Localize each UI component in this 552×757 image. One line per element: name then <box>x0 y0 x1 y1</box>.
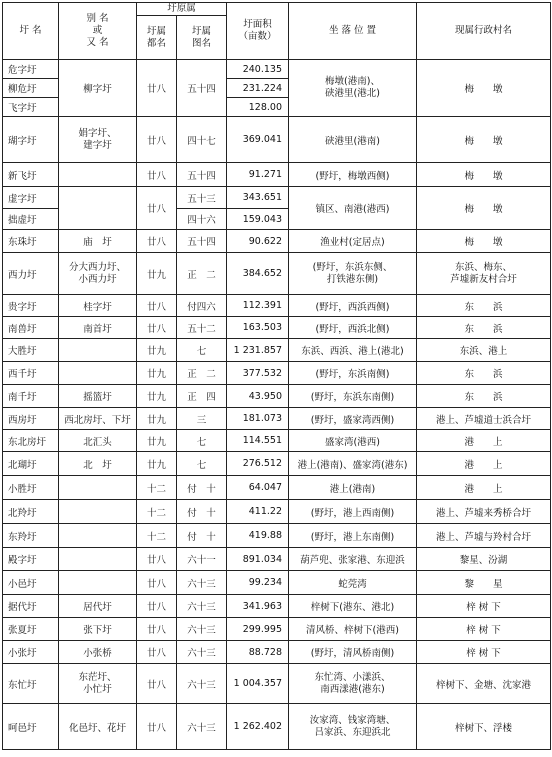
cell-du: 廿八 <box>137 704 177 750</box>
cell-du: 廿九 <box>137 430 177 452</box>
cell-village: 港 上 <box>417 452 551 476</box>
cell-name: 东忙圩 <box>3 664 59 704</box>
cell-name: 西千圩 <box>3 362 59 385</box>
cell-tu: 六十三 <box>177 595 227 618</box>
cell-village: 黎 星 <box>417 571 551 595</box>
cell-village: 梓树下、浮楼 <box>417 704 551 750</box>
cell-village: 梓树下、金塘、沈家港 <box>417 664 551 704</box>
cell-location: 镇区、南港(港西) <box>289 187 417 230</box>
cell-village: 东浜、梅东、 芦墟新友村合圩 <box>417 253 551 295</box>
cell-du: 廿九 <box>137 362 177 385</box>
cell-alias <box>59 548 137 571</box>
cell-name: 据代圩 <box>3 595 59 618</box>
cell-location: 梓树下(港东、港北) <box>289 595 417 618</box>
cell-du: 廿九 <box>137 253 177 295</box>
cell-du: 廿八 <box>137 317 177 339</box>
cell-du: 廿八 <box>137 163 177 187</box>
cell-location: (野圩，清风桥南侧) <box>289 641 417 664</box>
cell-area: 1 262.402 <box>227 704 289 750</box>
cell-area: 1 231.857 <box>227 339 289 362</box>
cell-alias: 居代圩 <box>59 595 137 618</box>
cell-tu: 七 <box>177 452 227 476</box>
cell-du: 廿八 <box>137 60 177 117</box>
cell-location: (野圩，西浜北侧) <box>289 317 417 339</box>
cell-alias: 桂字圩 <box>59 295 137 317</box>
cell-du: 十二 <box>137 476 177 500</box>
cell-du: 廿八 <box>137 595 177 618</box>
cell-name: 贵字圩 <box>3 295 59 317</box>
cell-village: 梅 墩 <box>417 60 551 117</box>
cell-du: 十二 <box>137 500 177 524</box>
cell-name: 南兽圩 <box>3 317 59 339</box>
cell-village: 东 浜 <box>417 385 551 408</box>
cell-area: 88.728 <box>227 641 289 664</box>
header-name: 圩 名 <box>3 3 59 60</box>
cell-area: 64.047 <box>227 476 289 500</box>
cell-alias <box>59 163 137 187</box>
cell-area: 128.00 <box>227 98 289 117</box>
cell-tu: 正 二 <box>177 362 227 385</box>
cell-tu: 四十六 <box>177 209 227 230</box>
cell-name: 张夏圩 <box>3 618 59 641</box>
cell-village: 东 浜 <box>417 295 551 317</box>
cell-alias: 北 圩 <box>59 452 137 476</box>
cell-tu: 五十四 <box>177 163 227 187</box>
cell-village: 梓 树 下 <box>417 595 551 618</box>
cell-name: 拙虚圩 <box>3 209 59 230</box>
header-village: 现属行政村名 <box>417 3 551 60</box>
cell-location: 盛家湾(港西) <box>289 430 417 452</box>
cell-du: 廿八 <box>137 641 177 664</box>
header-alias: 别 名 或 又 名 <box>59 3 137 60</box>
cell-name: 东珠圩 <box>3 230 59 253</box>
cell-village: 港上、芦墟来秀桥合圩 <box>417 500 551 524</box>
cell-alias: 小张桥 <box>59 641 137 664</box>
polder-table <box>2 2 551 750</box>
cell-location: (野圩，港上东南侧) <box>289 524 417 548</box>
cell-area: 114.551 <box>227 430 289 452</box>
cell-area: 163.503 <box>227 317 289 339</box>
cell-area: 90.622 <box>227 230 289 253</box>
cell-alias: 分大西力圩、 小西力圩 <box>59 253 137 295</box>
cell-name: 呵邑圩 <box>3 704 59 750</box>
cell-tu: 付 十 <box>177 500 227 524</box>
cell-village: 梅 墩 <box>417 117 551 163</box>
cell-area: 411.22 <box>227 500 289 524</box>
cell-du: 廿九 <box>137 408 177 430</box>
cell-alias: 娟字圩、 建字圩 <box>59 117 137 163</box>
cell-location: 梅墩(港南)、 硖港里(港北) <box>289 60 417 117</box>
cell-name: 北瑚圩 <box>3 452 59 476</box>
cell-village: 梅 墩 <box>417 187 551 230</box>
cell-name: 虚字圩 <box>3 187 59 209</box>
cell-du: 廿八 <box>137 571 177 595</box>
cell-name: 小张圩 <box>3 641 59 664</box>
cell-village: 港 上 <box>417 476 551 500</box>
cell-name: 柳危圩 <box>3 79 59 98</box>
cell-alias: 化邑圩、花圩 <box>59 704 137 750</box>
cell-name: 北羚圩 <box>3 500 59 524</box>
cell-village: 港 上 <box>417 430 551 452</box>
cell-name: 殿字圩 <box>3 548 59 571</box>
cell-name: 东北房圩 <box>3 430 59 452</box>
cell-du: 十二 <box>137 524 177 548</box>
cell-tu: 正 二 <box>177 253 227 295</box>
cell-tu: 付四六 <box>177 295 227 317</box>
cell-village: 黎星、汾湖 <box>417 548 551 571</box>
cell-tu: 六十三 <box>177 704 227 750</box>
cell-area: 181.073 <box>227 408 289 430</box>
cell-village: 东浜、港上 <box>417 339 551 362</box>
cell-alias: 西北房圩、下圩 <box>59 408 137 430</box>
cell-area: 343.651 <box>227 187 289 209</box>
cell-area: 91.271 <box>227 163 289 187</box>
header-orig-tu: 圩属 图名 <box>177 16 227 60</box>
cell-area: 276.512 <box>227 452 289 476</box>
header-location: 坐 落 位 置 <box>289 3 417 60</box>
header-area: 圩面积 （亩数） <box>227 3 289 60</box>
cell-name: 西力圩 <box>3 253 59 295</box>
cell-du: 廿八 <box>137 187 177 230</box>
cell-alias <box>59 476 137 500</box>
cell-location: 葫芦兜、张家港、东迎浜 <box>289 548 417 571</box>
cell-alias: 南首圩 <box>59 317 137 339</box>
cell-alias: 张下圩 <box>59 618 137 641</box>
cell-area: 231.224 <box>227 79 289 98</box>
cell-alias: 东茫圩、 小忙圩 <box>59 664 137 704</box>
cell-alias: 庙 圩 <box>59 230 137 253</box>
cell-area: 299.995 <box>227 618 289 641</box>
cell-tu: 正 四 <box>177 385 227 408</box>
cell-area: 159.043 <box>227 209 289 230</box>
cell-tu: 七 <box>177 339 227 362</box>
cell-tu: 六十三 <box>177 571 227 595</box>
cell-location: 东浜、西浜、港上(港北) <box>289 339 417 362</box>
cell-location: (野圩，西浜西侧) <box>289 295 417 317</box>
cell-location: 蛇莞湾 <box>289 571 417 595</box>
cell-tu: 六十三 <box>177 641 227 664</box>
cell-village: 梓 树 下 <box>417 618 551 641</box>
cell-area: 99.234 <box>227 571 289 595</box>
cell-alias <box>59 362 137 385</box>
cell-alias <box>59 187 137 230</box>
cell-du: 廿九 <box>137 385 177 408</box>
cell-location: 渔业村(定居点) <box>289 230 417 253</box>
cell-tu: 五十四 <box>177 230 227 253</box>
cell-location: 东忙湾、小漾浜、 南西漾港(港东) <box>289 664 417 704</box>
cell-du: 廿八 <box>137 664 177 704</box>
cell-area: 419.88 <box>227 524 289 548</box>
cell-tu: 六十三 <box>177 664 227 704</box>
cell-area: 341.963 <box>227 595 289 618</box>
cell-tu: 四十七 <box>177 117 227 163</box>
cell-location: (野圩，梅墩西侧) <box>289 163 417 187</box>
cell-area: 369.041 <box>227 117 289 163</box>
cell-du: 廿八 <box>137 295 177 317</box>
cell-alias: 柳字圩 <box>59 60 137 117</box>
cell-du: 廿八 <box>137 618 177 641</box>
cell-area: 240.135 <box>227 60 289 79</box>
cell-village: 港上、芦墟与羚村合圩 <box>417 524 551 548</box>
cell-name: 大胜圩 <box>3 339 59 362</box>
header-orig-group: 圩原属 <box>137 3 227 16</box>
cell-tu: 付 十 <box>177 476 227 500</box>
cell-du: 廿八 <box>137 548 177 571</box>
cell-village: 梓 树 下 <box>417 641 551 664</box>
cell-alias <box>59 524 137 548</box>
header-orig-du: 圩属 都名 <box>137 16 177 60</box>
cell-village: 梅 墩 <box>417 163 551 187</box>
cell-area: 377.532 <box>227 362 289 385</box>
cell-location: 港上(港南) <box>289 476 417 500</box>
cell-location: 清风桥、梓树下(港西) <box>289 618 417 641</box>
cell-name: 危字圩 <box>3 60 59 79</box>
cell-name: 瑚字圩 <box>3 117 59 163</box>
cell-name: 飞字圩 <box>3 98 59 117</box>
cell-village: 东 浜 <box>417 362 551 385</box>
cell-du: 廿九 <box>137 339 177 362</box>
cell-alias: 北汇头 <box>59 430 137 452</box>
cell-area: 384.652 <box>227 253 289 295</box>
cell-location: (野圩，盛家湾西侧) <box>289 408 417 430</box>
cell-alias <box>59 500 137 524</box>
cell-area: 43.950 <box>227 385 289 408</box>
cell-tu: 三 <box>177 408 227 430</box>
cell-location: 硖港里(港南) <box>289 117 417 163</box>
cell-location: 港上(港南)、盛家湾(港东) <box>289 452 417 476</box>
cell-tu: 七 <box>177 430 227 452</box>
cell-location: (野圩，东浜东南侧) <box>289 385 417 408</box>
cell-name: 小邑圩 <box>3 571 59 595</box>
cell-village: 港上、芦墟道士浜合圩 <box>417 408 551 430</box>
cell-du: 廿九 <box>137 452 177 476</box>
cell-village: 东 浜 <box>417 317 551 339</box>
cell-location: (野圩，东浜东侧、 打铁港东侧) <box>289 253 417 295</box>
cell-tu: 六十三 <box>177 618 227 641</box>
cell-tu: 六十一 <box>177 548 227 571</box>
cell-du: 廿八 <box>137 230 177 253</box>
cell-du: 廿八 <box>137 117 177 163</box>
cell-name: 新飞圩 <box>3 163 59 187</box>
cell-location: (野圩，东浜南侧) <box>289 362 417 385</box>
cell-location: (野圩，港上西南侧) <box>289 500 417 524</box>
cell-name: 东羚圩 <box>3 524 59 548</box>
cell-name: 小胜圩 <box>3 476 59 500</box>
cell-area: 112.391 <box>227 295 289 317</box>
cell-name: 南千圩 <box>3 385 59 408</box>
cell-alias: 摇篮圩 <box>59 385 137 408</box>
cell-alias <box>59 339 137 362</box>
cell-tu: 五十二 <box>177 317 227 339</box>
cell-location: 汝家湾、钱家湾塘、 吕家浜、东迎浜北 <box>289 704 417 750</box>
cell-village: 梅 墩 <box>417 230 551 253</box>
cell-name: 西房圩 <box>3 408 59 430</box>
cell-tu: 付 十 <box>177 524 227 548</box>
cell-alias <box>59 571 137 595</box>
cell-area: 1 004.357 <box>227 664 289 704</box>
cell-tu: 五十四 <box>177 60 227 117</box>
cell-area: 891.034 <box>227 548 289 571</box>
cell-tu: 五十三 <box>177 187 227 209</box>
